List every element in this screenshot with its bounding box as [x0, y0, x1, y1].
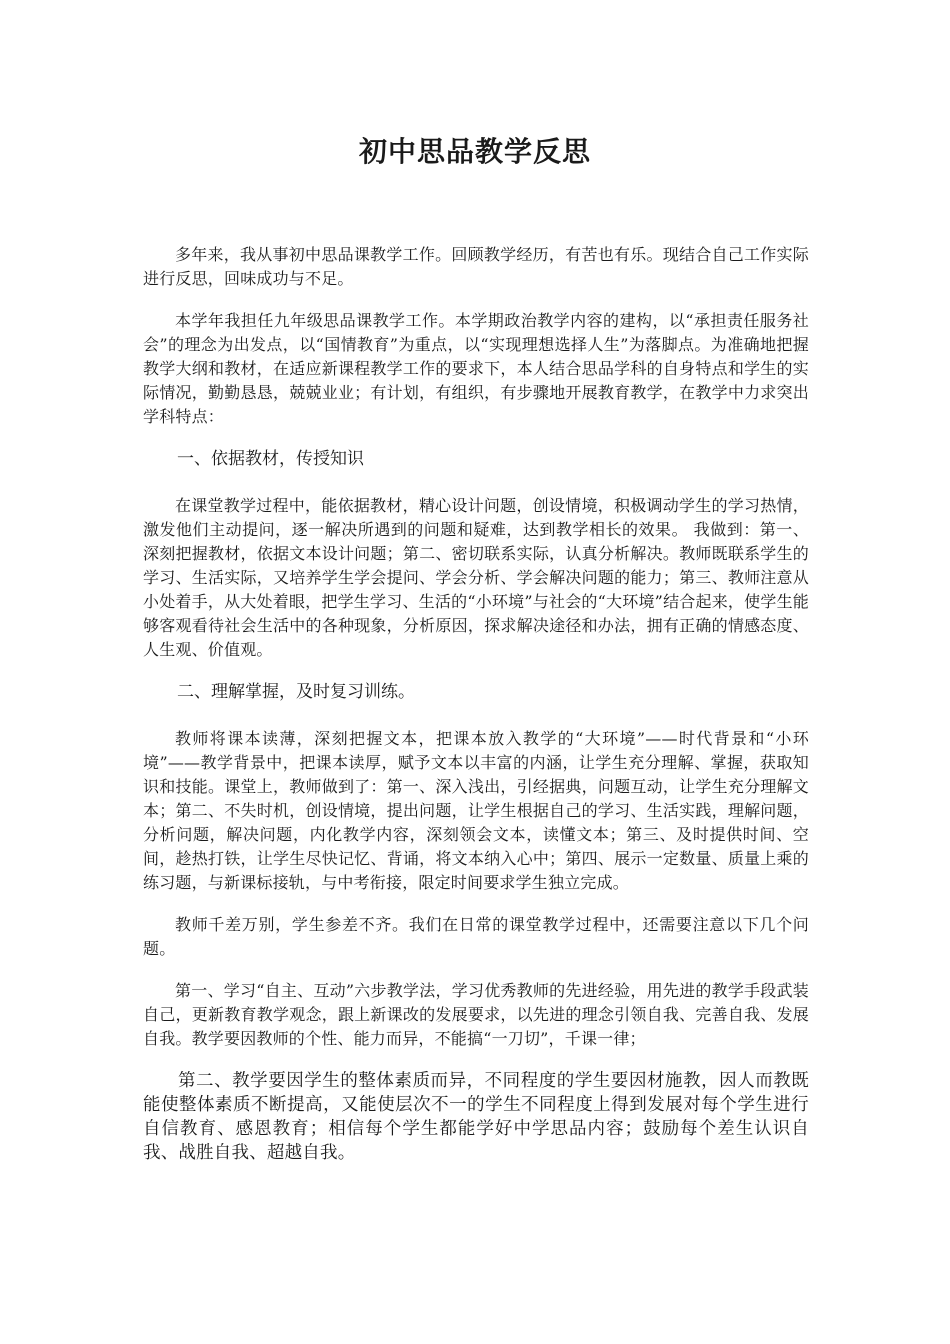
paragraph-section-1: 在课堂教学过程中，能依据教材，精心设计问题，创设情境，积极调动学生的学习热情，激发他们主动提问，逐一解决所遇到的问题和疑难，达到教学相长的效果。 我做到：第一、深刻把握教材，依据文本设计问题；第二、密切联系实际，认真分析解决。教师既联系学生的学习、生活实际，又培养学生学会提问、学会分析、学会解决问题的能力；第三、教师注意从小处着手，从大处着眼，把学生学习、生活的“小环境”与社会的“大环境”结合起来，使学生能够客观看待社会生活中的各种现象，分析原因，探求解决途径和办法，拥有正确的情感态度、人生观、价值观。 [143, 496, 809, 659]
section-heading-1: 一、依据教材，传授知识 [177, 449, 364, 469]
page-title: 初中思品教学反思 [358, 135, 591, 168]
section-heading-2: 二、理解掌握，及时复习训练。 [177, 682, 415, 702]
paragraph-issue-1: 第一、学习“自主、互动”六步教学法，学习优秀教师的先进经验，用先进的教学手段武装自己，更新教育教学观念，跟上新课改的发展要求，以先进的理念引领自我、完善自我、发展自我。教学要因教师的个性、能力而异，不能搞“一刀切”，千课一律； [143, 981, 809, 1048]
paragraph-intro: 多年来，我从事初中思品课教学工作。回顾教学经历，有苦也有乐。现结合自己工作实际进行反思，回味成功与不足。 [143, 245, 809, 288]
paragraph-issues-intro: 教师千差万别，学生参差不齐。我们在日常的课堂教学过程中，还需要注意以下几个问题。 [143, 915, 809, 958]
paragraph-overview: 本学年我担任九年级思品课教学工作。本学期政治教学内容的建构，以“承担责任服务社会”的理念为出发点，以“国情教育”为重点，以“实现理想选择人生”为落脚点。为准确地把握教学大纲和教材，在适应新课程教学工作的要求下，本人结合思品学科的自身特点和学生的实际情况，勤勤恳恳，兢兢业业；有计划，有组织，有步骤地开展教育教学，在教学中力求突出学科特点： [143, 311, 809, 426]
document-body [143, 243, 809, 1183]
paragraph-section-2: 教师将课本读薄，深刻把握文本，把课本放入教学的“大环境”——时代背景和“小环境”——教学背景中，把课本读厚，赋予文本以丰富的内涵，让学生充分理解、掌握，获取知识和技能。课堂上，教师做到了：第一、深入浅出，引经据典，问题互动，让学生充分理解文本；第二、不失时机，创设情境，提出问题，让学生根据自己的学习、生活实践，理解问题，分析问题，解决问题，内化教学内容，深刻领会文本，读懂文本；第三、及时提供时间、空间，趁热打铁，让学生尽快记忆、背诵，将文本纳入心中；第四、展示一定数量、质量上乘的练习题，与新课标接轨，与中考衔接，限定时间要求学生独立完成。 [143, 729, 809, 892]
paragraph-issue-2: 第二、教学要因学生的整体素质而异，不同程度的学生要因材施教，因人而教既能使整体素质不断提高，又能使层次不一的学生不同程度上得到发展对每个学生进行自信教育、感恩教育；相信每个学生都能学好中学思品内容；鼓励每个差生认识自我、战胜自我、超越自我。 [143, 1071, 809, 1163]
